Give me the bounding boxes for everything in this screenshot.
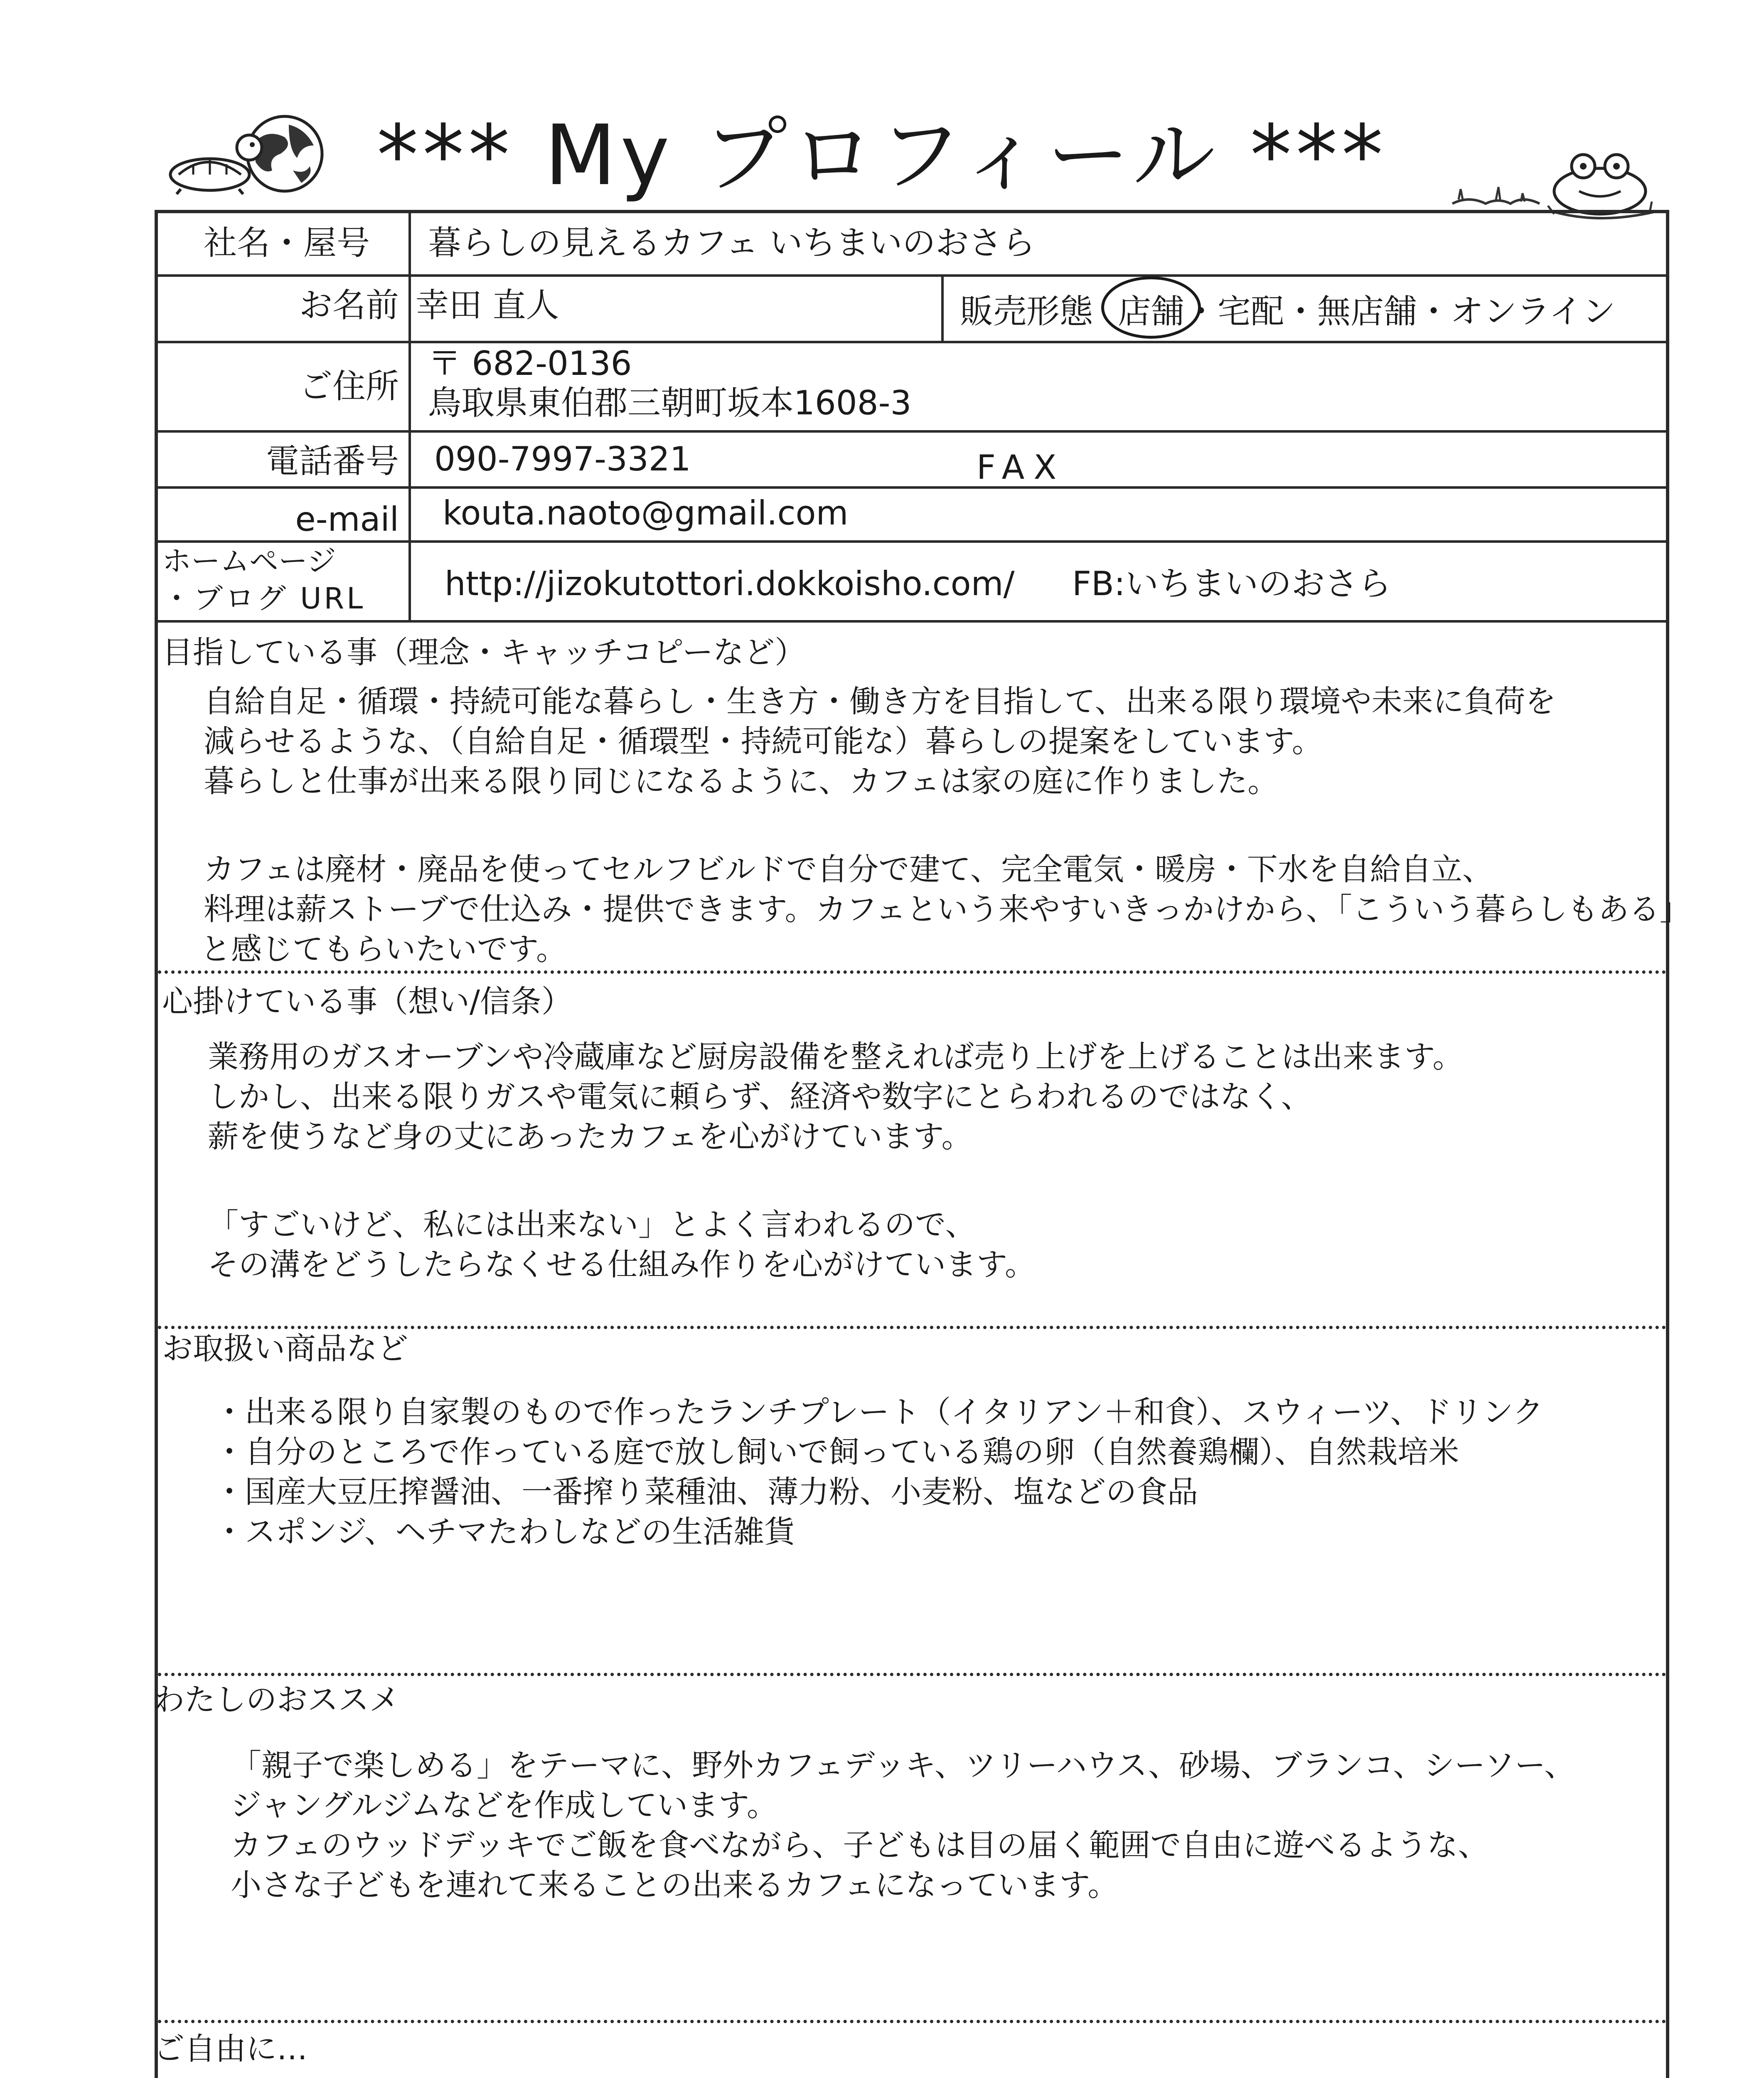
text-line: 業務用のガスオーブンや冷蔵庫など厨房設備を整えれば売り上げを上げることは出来ます。 <box>208 1039 1464 1075</box>
name-value: 幸田 直人 <box>416 286 559 325</box>
text-line: 料理は薪ストーブで仕込み・提供できます。カフェという来やすいきっかけから、「こういう暮らしもある」 <box>204 891 1690 927</box>
section-body-mission <box>200 682 1690 969</box>
text-line: 薪を使うなど身の丈にあったカフェを心がけています。 <box>208 1119 972 1155</box>
text-line: 自給自足・循環・持続可能な暮らし・生き方・働き方を目指して、出来る限り環境や未来に負荷を <box>204 684 1556 719</box>
section-body-products <box>214 1392 1543 1552</box>
sales-type-options: 店舗・宅配・無店舗・オンライン <box>1118 292 1616 331</box>
sales-type-option-online: オンライン <box>1450 292 1616 331</box>
label-column-divider <box>408 210 411 620</box>
text-line: 暮らしと仕事が出来る限り同じになるように、カフェは家の庭に作りました。 <box>204 763 1279 799</box>
text-line: その溝をどうしたらなくせる仕組み作りを心がけています。 <box>208 1247 1036 1283</box>
text-line: ジャングルジムなどを作成しています。 <box>231 1787 778 1823</box>
postal-code: 〒 682-0136 <box>428 344 632 383</box>
email-value: kouta.naoto@gmail.com <box>443 494 849 532</box>
text-line: カフェのウッドデッキでご飯を食べながら、子どもは目の届く範囲で自由に遊べるような、 <box>231 1827 1489 1863</box>
list-item: ・スポンジ、ヘチマたわしなどの生活雑貨 <box>214 1514 795 1550</box>
list-item: ・国産大豆圧搾醤油、一番搾り菜種油、薄力粉、小麦粉、塩などの食品 <box>214 1474 1198 1510</box>
row-divider <box>155 620 1669 623</box>
fax-label: FAX <box>977 448 1066 487</box>
text-line: しかし、出来る限りガスや電気に頼らず、経済や数字にとらわれるのではなく、 <box>208 1079 1312 1115</box>
company-value: 暮らしの見えるカフェ いちまいのおさら <box>428 224 1036 262</box>
facebook-value: FB:いちまいのおさら <box>1072 564 1391 603</box>
homepage-url: http://jizokutottori.dokkoisho.com/ <box>445 564 1015 603</box>
section-title-beliefs: 心掛けている事（想い/信条） <box>162 984 572 1019</box>
section-title-products: お取扱い商品など <box>162 1331 408 1366</box>
section-title-mission: 目指している事（理念・キャッチコピーなど） <box>162 635 806 670</box>
company-label: 社名・屋号 <box>204 224 370 262</box>
row-divider <box>155 274 1669 277</box>
text-line: 「すごいけど、私には出来ない」とよく言われるので、 <box>208 1207 976 1243</box>
section-body-recommendation <box>231 1746 1575 1905</box>
list-item: ・出来る限り自家製のもので作ったランチプレート（イタリアン＋和食）、スウィーツ、ドリンク <box>214 1394 1544 1430</box>
name-label: お名前 <box>299 286 399 325</box>
sales-type-option-no-store: 無店舗 <box>1317 292 1417 331</box>
sales-type-divider <box>941 274 944 341</box>
section-divider <box>158 1673 1666 1676</box>
text-line: 「親子で楽しめる」をテーマに、野外カフェデッキ、ツリーハウス、砂場、ブランコ、シーソー、 <box>231 1748 1575 1783</box>
homepage-label-line1: ホームページ <box>162 544 336 578</box>
section-body-beliefs <box>208 1037 1463 1285</box>
sales-type-option-delivery: 宅配 <box>1218 292 1284 331</box>
row-divider <box>155 430 1669 433</box>
row-divider <box>155 486 1669 489</box>
page-title: *** My プロフィール *** <box>376 107 1388 204</box>
text-line: 小さな子どもを連れて来ることの出来るカフェになっています。 <box>231 1867 1119 1903</box>
row-divider <box>155 341 1669 343</box>
address-label: ご住所 <box>299 367 399 406</box>
section-title-free-comment: ご自由に… <box>154 2031 308 2067</box>
section-title-recommendation: わたしのおススメ <box>154 1682 400 1718</box>
email-label: e-mail <box>295 500 399 539</box>
text-line: 減らせるような、（自給自足・循環型・持続可能な）暮らしの提案をしています。 <box>204 724 1323 759</box>
list-item: ・自分のところで作っている庭で放し飼いで飼っている鶏の卵（自然養鶏欄）、自然栽培米 <box>214 1434 1459 1470</box>
address-value: 鳥取県東伯郡三朝町坂本1608-3 <box>428 384 912 422</box>
text-line: と感じてもらいたいです。 <box>200 931 567 967</box>
phone-label: 電話番号 <box>266 442 399 480</box>
phone-value: 090-7997-3321 <box>434 440 691 478</box>
section-divider <box>158 970 1666 974</box>
sales-type-label: 販売形態 <box>960 292 1093 331</box>
text-line <box>208 1157 1463 1197</box>
text-line <box>204 801 1690 841</box>
homepage-label-line2: ・ブログ URL <box>162 581 366 616</box>
sales-type-selection-circle <box>1101 276 1201 339</box>
sales-type-option-store: 店舗 <box>1118 292 1184 331</box>
text-line: カフェは廃材・廃品を使ってセルフビルドで自分で建て、完全電気・暖房・下水を自給自立、 <box>204 852 1493 887</box>
section-divider <box>158 2020 1666 2023</box>
